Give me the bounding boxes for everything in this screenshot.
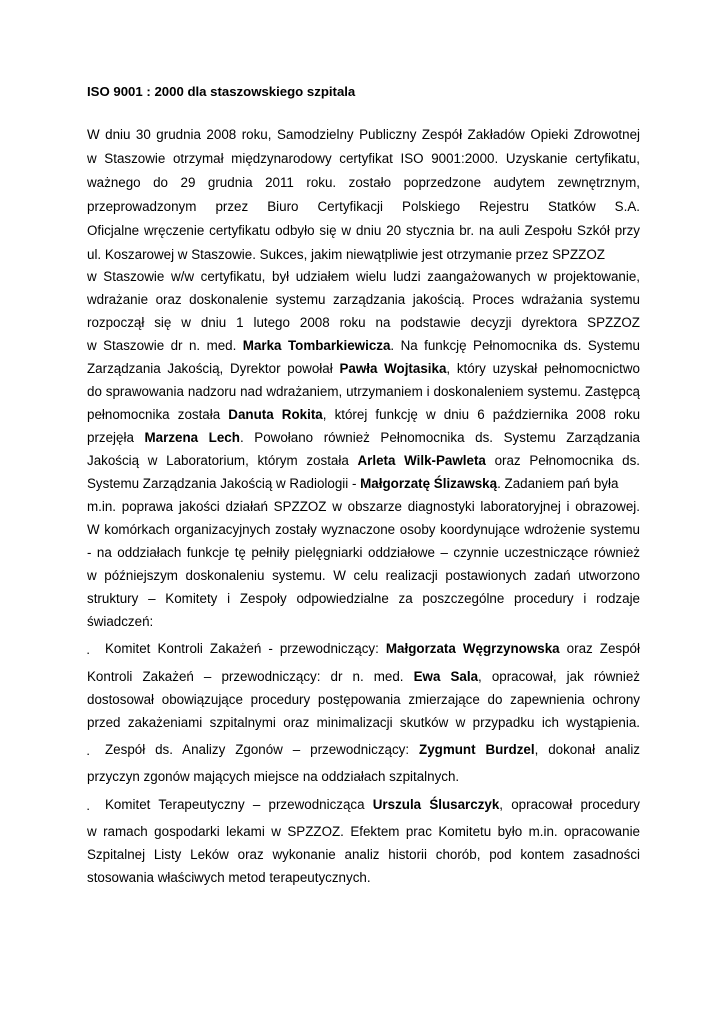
body-line (87, 429, 640, 447)
list-bullet-icon: · (86, 645, 91, 660)
text-segment: Komitet Terapeutyczny – przewodnicząca (105, 797, 373, 812)
text-segment: W komórkach organizacyjnych zostały wyznaczone osoby koordynujące wdrożenie systemu (87, 522, 640, 537)
body-line (87, 544, 640, 562)
body-line (105, 796, 640, 814)
text-segment: Szpitalnej Listy Leków oraz wykonanie analiz historii chorób, pod kontem zasadności (87, 847, 640, 862)
person-name: Urszula Ślusarczyk (372, 797, 500, 812)
text-segment: , której funkcję w dniu 6 października 2008 roku (322, 407, 641, 422)
text-segment: stosowania właściwych metod terapeutycznych. (87, 870, 371, 885)
person-name: Małgorzata Węgrzynowska (385, 641, 560, 656)
person-name: Ewa Sala (413, 669, 479, 684)
text-segment: , który uzyskał pełnomocnictwo (446, 361, 640, 376)
text-segment: , opracował, jak również (478, 669, 640, 684)
text-segment: przeprowadzonym przez Biuro Certyfikacji Polskiego Rejestru Statków S.A. (87, 199, 640, 214)
text-segment: . Na funkcję Pełnomocnika ds. Systemu (390, 338, 640, 353)
body-line (87, 823, 640, 841)
body-line (87, 126, 640, 144)
text-segment: , opracował procedury (499, 797, 640, 812)
body-line (87, 314, 640, 332)
text-segment: , dokonał analiz (534, 742, 640, 757)
body-line (87, 475, 640, 493)
text-segment: ważnego do 29 grudnia 2011 roku. zostało poprzedzone audytem zewnętrznym, (87, 175, 640, 190)
text-segment: dostosował obowiązujące procedury postępowania zmierzające do zapewnienia ochrony (87, 692, 640, 707)
text-segment: Jakością w Laboratorium, którym została (87, 453, 358, 468)
body-line (105, 741, 640, 759)
body-line (87, 567, 640, 585)
text-segment: w Staszowie w/w certyfikatu, był udziałem wielu ludzi zaangażowanych w projektowanie, (87, 269, 640, 284)
text-segment: struktury – Komitety i Zespoły odpowiedzialne za poszczególne procedury i rodzaje (87, 591, 640, 606)
body-line (87, 768, 640, 786)
body-line (87, 337, 640, 355)
text-segment: przyczyn zgonów mających miejsce na oddziałach szpitalnych. (87, 769, 460, 784)
text-segment: w Staszowie dr n. med. (87, 338, 243, 353)
list-bullet-icon: · (86, 746, 91, 761)
text-segment: Kontroli Zakażeń – przewodniczący: dr n. med. (87, 669, 414, 684)
text-segment: w późniejszym doskonaleniu systemu. W celu realizacji postawionych zadań utworzono (87, 568, 640, 583)
body-line (87, 291, 640, 309)
text-segment: Oficjalne wręczenie certyfikatu odbyło się w dniu 20 stycznia br. na auli Zespołu Szkół przy (87, 223, 640, 238)
text-segment: - na oddziałach funkcje tę pełniły pielęgniarki oddziałowe – czynnie uczestniczące również (87, 545, 640, 560)
body-line (87, 222, 640, 240)
person-name: Zygmunt Burdzel (419, 742, 535, 757)
body-line (87, 268, 640, 286)
person-name: Marka Tombarkiewicza (242, 338, 391, 353)
text-segment: przed zakażeniami szpitalnymi oraz minimalizacji skutków w przypadku ich wystąpienia. (87, 715, 640, 730)
text-segment: ul. Koszarowej w Staszowie. Sukces, jakim niewątpliwie jest otrzymanie przez SPZZOZ (87, 247, 605, 262)
text-segment: W dniu 30 grudnia 2008 roku, Samodzielny Publiczny Zespół Zakładów Opieki Zdrowotnej (87, 127, 640, 142)
text-segment: . Zadaniem pań była (497, 476, 619, 491)
body-line (87, 590, 640, 608)
text-segment: w Staszowie otrzymał międzynarodowy certyfikat ISO 9001:2000. Uzyskanie certyfikatu, (87, 151, 640, 166)
body-line (87, 613, 640, 631)
document-title: ISO 9001 : 2000 dla staszowskiego szpitala (87, 84, 356, 99)
text-segment: wdrażanie oraz doskonalenie systemu zarządzania jakością. Proces wdrażania systemu (87, 292, 640, 307)
text-segment: m.in. poprawa jakości działań SPZZOZ w obszarze diagnostyki laboratoryjnej i obrazowej. (87, 499, 640, 514)
body-line (87, 714, 640, 732)
person-name: Arleta Wilk-Pawleta (357, 453, 486, 468)
text-segment: Zespół ds. Analizy Zgonów – przewodniczący: (105, 742, 420, 757)
list-bullet-icon: · (86, 801, 91, 816)
text-segment: rozpoczął się w dniu 1 lutego 2008 roku na podstawie decyzji dyrektora SPZZOZ (87, 315, 640, 330)
text-segment: . Powołano również Pełnomocnika ds. Systemu Zarządzania (239, 430, 640, 445)
text-segment: do sprawowania nadzoru nad wdrażaniem, utrzymaniem i doskonaleniem systemu. Zastępcą (87, 384, 640, 399)
text-segment: przejęła (87, 430, 145, 445)
body-line (87, 406, 640, 424)
person-name: Danuta Rokita (228, 407, 323, 422)
text-segment: Zarządzania Jakością, Dyrektor powołał (87, 361, 340, 376)
person-name: Małgorzatę Ślizawską (360, 476, 498, 491)
body-line (87, 846, 640, 864)
person-name: Marzena Lech (144, 430, 240, 445)
text-segment: oraz Pełnomocnika ds. (485, 453, 640, 468)
text-segment: pełnomocnika została (87, 407, 229, 422)
body-line (87, 452, 640, 470)
body-line (87, 360, 640, 378)
text-segment: Komitet Kontroli Zakażeń - przewodniczący: (105, 641, 386, 656)
text-segment: oraz Zespół (559, 641, 640, 656)
body-line (87, 668, 640, 686)
body-line (87, 691, 640, 709)
text-segment: Systemu Zarządzania Jakością w Radiologii - (87, 476, 361, 491)
body-line (87, 150, 640, 168)
body-line (105, 640, 640, 658)
body-line (87, 498, 640, 516)
body-line (87, 246, 640, 264)
text-segment: świadczeń: (87, 614, 154, 629)
body-line (87, 383, 640, 401)
person-name: Pawła Wojtasika (339, 361, 447, 376)
body-line (87, 521, 640, 539)
body-line (87, 198, 640, 216)
body-line (87, 869, 640, 887)
text-segment: w ramach gospodarki lekami w SPZZOZ. Efektem prac Komitetu było m.in. opracowanie (87, 824, 640, 839)
body-line (87, 174, 640, 192)
